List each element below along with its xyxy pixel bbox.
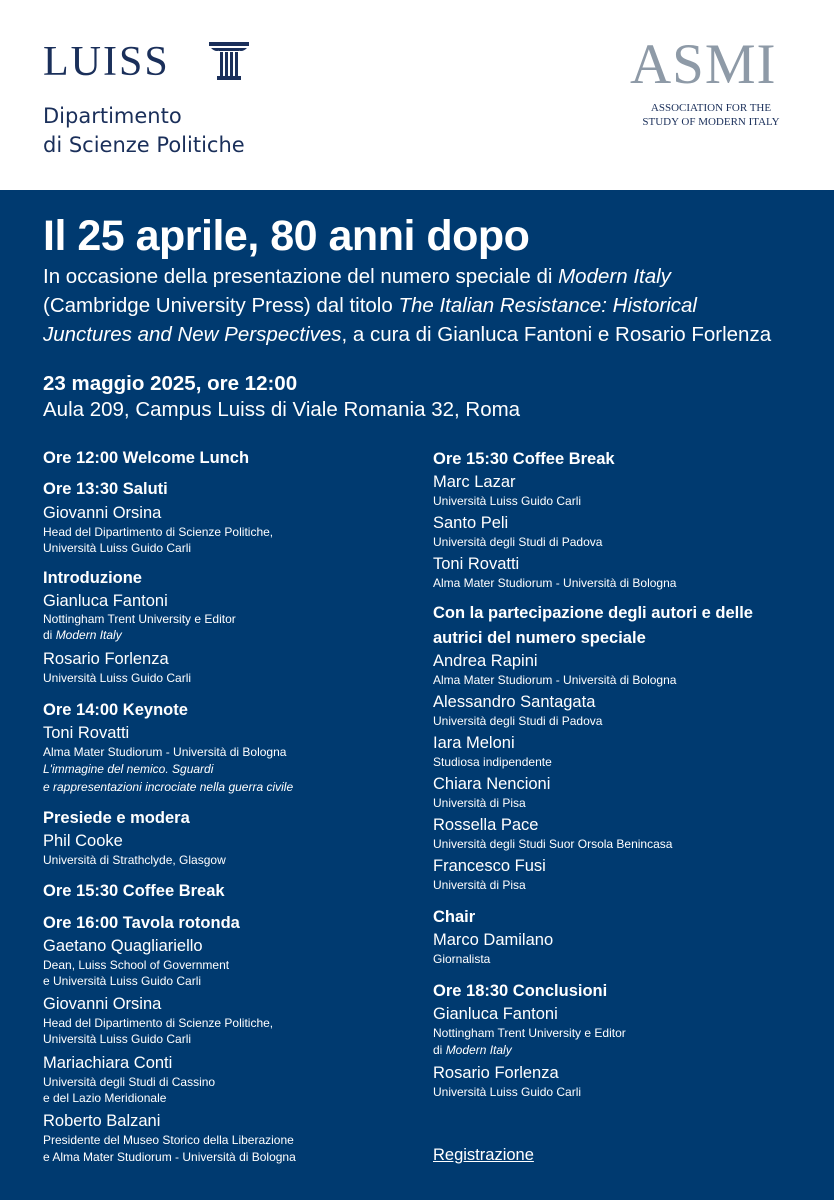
speaker-affiliation: Università degli Studi di Padova bbox=[433, 535, 603, 549]
journal-name: Modern Italy bbox=[55, 628, 122, 642]
program-heading: Ore 18:30 Conclusioni bbox=[433, 982, 608, 1000]
event-venue: Aula 209, Campus Luiss di Viale Romania 32, Roma bbox=[43, 398, 521, 421]
speaker-name: Gianluca Fantoni bbox=[43, 592, 168, 610]
registration-link[interactable]: Registrazione bbox=[433, 1146, 534, 1164]
speaker-name: Rosario Forlenza bbox=[433, 1064, 559, 1082]
speaker-name: Phil Cooke bbox=[43, 832, 123, 850]
speaker-affiliation: Studiosa indipendente bbox=[433, 755, 552, 769]
speaker-name: Marc Lazar bbox=[433, 473, 516, 491]
speaker-affiliation: Università di Pisa bbox=[433, 878, 526, 892]
speaker-affiliation: Alma Mater Studiorum - Università di Bologna bbox=[433, 576, 677, 590]
program-heading: Ore 13:30 Saluti bbox=[43, 480, 168, 498]
speaker-affiliation: Nottingham Trent University e Editor bbox=[433, 1026, 626, 1040]
luiss-logo: LUISS bbox=[43, 39, 170, 85]
speaker-affiliation: Università Luiss Guido Carli bbox=[43, 671, 192, 685]
speaker-name: Francesco Fusi bbox=[433, 857, 546, 875]
speaker-affiliation: Università degli Studi di Padova bbox=[433, 714, 603, 728]
keynote-title: e rappresentazioni incrociate nella guerra civile bbox=[43, 780, 294, 794]
speaker-affiliation: Università Luiss Guido Carli bbox=[433, 494, 582, 508]
luiss-column-icon bbox=[209, 42, 249, 80]
speaker-name: Iara Meloni bbox=[433, 734, 515, 752]
asmi-subtitle-2: STUDY OF MODERN ITALY bbox=[642, 116, 780, 128]
subtitle-text: , a cura di Gianluca Fantoni e Rosario Forlenza bbox=[341, 323, 772, 346]
program-heading: Presiede e modera bbox=[43, 809, 190, 827]
speaker-affiliation: e Università Luiss Guido Carli bbox=[43, 974, 202, 988]
program-heading: Chair bbox=[433, 908, 476, 926]
speaker-name: Rossella Pace bbox=[433, 816, 539, 834]
speaker-name: Santo Peli bbox=[433, 514, 509, 532]
department-line-2: di Scienze Politiche bbox=[43, 133, 245, 157]
speaker-affiliation: Alma Mater Studiorum - Università di Bologna bbox=[433, 673, 677, 687]
event-date: 23 maggio 2025, ore 12:00 bbox=[43, 372, 298, 395]
event-title: Il 25 aprile, 80 anni dopo bbox=[43, 212, 530, 260]
event-subtitle-line-2 bbox=[43, 294, 697, 318]
speaker-affiliation: Presidente del Museo Storico della Liberazione bbox=[43, 1133, 294, 1147]
speaker-affiliation: Università Luiss Guido Carli bbox=[43, 1032, 192, 1046]
event-subtitle-line-1 bbox=[43, 265, 671, 289]
speaker-name: Alessandro Santagata bbox=[433, 693, 596, 711]
speaker-name: Marco Damilano bbox=[433, 931, 554, 949]
journal-name: Modern Italy bbox=[558, 265, 671, 288]
speaker-affiliation: Università di Pisa bbox=[433, 796, 526, 810]
program-heading: Ore 14:00 Keynote bbox=[43, 701, 188, 719]
program-heading: Con la partecipazione degli autori e delle bbox=[433, 604, 753, 622]
speaker-affiliation: e Alma Mater Studiorum - Università di Bologna bbox=[43, 1150, 296, 1164]
speaker-affiliation: Università Luiss Guido Carli bbox=[433, 1085, 582, 1099]
header bbox=[0, 0, 834, 190]
speaker-name: Toni Rovatti bbox=[433, 555, 520, 573]
affiliation-text: di bbox=[433, 1043, 446, 1057]
speaker-affiliation: Università degli Studi Suor Orsola Benincasa bbox=[433, 837, 673, 851]
speaker-name: Toni Rovatti bbox=[43, 724, 130, 742]
speaker-affiliation: Nottingham Trent University e Editor bbox=[43, 612, 236, 626]
event-subtitle-line-3 bbox=[43, 323, 771, 347]
program-heading: Ore 15:30 Coffee Break bbox=[43, 882, 225, 900]
speaker-affiliation: Università di Strathclyde, Glasgow bbox=[43, 853, 226, 867]
speaker-affiliation: Giornalista bbox=[433, 952, 491, 966]
subtitle-text: In occasione della presentazione del numero speciale di bbox=[43, 265, 559, 288]
speaker-affiliation: Head del Dipartimento di Scienze Politiche, bbox=[43, 525, 274, 539]
speaker-name: Andrea Rapini bbox=[433, 652, 538, 670]
speaker-affiliation: e del Lazio Meridionale bbox=[43, 1091, 167, 1105]
asmi-subtitle-1: ASSOCIATION FOR THE bbox=[650, 102, 772, 114]
speaker-name: Rosario Forlenza bbox=[43, 650, 169, 668]
subtitle-text: (Cambridge University Press) dal titolo bbox=[43, 294, 399, 317]
speaker-affiliation: Head del Dipartimento di Scienze Politiche, bbox=[43, 1016, 274, 1030]
speaker-affiliation bbox=[433, 1043, 512, 1057]
speaker-name: Giovanni Orsina bbox=[43, 995, 162, 1013]
speaker-affiliation: Università degli Studi di Cassino bbox=[43, 1075, 216, 1089]
speaker-affiliation: Dean, Luiss School of Government bbox=[43, 958, 230, 972]
department-line-1: Dipartimento bbox=[43, 104, 182, 128]
speaker-name: Gianluca Fantoni bbox=[433, 1005, 558, 1023]
speaker-name: Giovanni Orsina bbox=[43, 504, 162, 522]
journal-name: Modern Italy bbox=[445, 1043, 512, 1057]
speaker-name: Gaetano Quagliariello bbox=[43, 937, 203, 955]
program-heading: Ore 12:00 Welcome Lunch bbox=[43, 449, 250, 467]
keynote-title: L'immagine del nemico. Sguardi bbox=[43, 762, 214, 776]
speaker-affiliation: Università Luiss Guido Carli bbox=[43, 541, 192, 555]
issue-title: The Italian Resistance: Historical bbox=[398, 294, 697, 317]
speaker-name: Roberto Balzani bbox=[43, 1112, 161, 1130]
program-heading: Ore 16:00 Tavola rotonda bbox=[43, 914, 240, 932]
speaker-name: Chiara Nencioni bbox=[433, 775, 551, 793]
speaker-affiliation bbox=[43, 628, 122, 642]
speaker-affiliation: Alma Mater Studiorum - Università di Bologna bbox=[43, 745, 287, 759]
program-heading: Introduzione bbox=[43, 569, 142, 587]
event-panel bbox=[0, 190, 834, 1200]
affiliation-text: di bbox=[43, 628, 56, 642]
program-heading: Ore 15:30 Coffee Break bbox=[433, 450, 615, 468]
speaker-name: Mariachiara Conti bbox=[43, 1054, 173, 1072]
program-heading: autrici del numero speciale bbox=[433, 629, 646, 647]
issue-title: Junctures and New Perspectives bbox=[43, 323, 342, 346]
asmi-logo: ASMI bbox=[630, 33, 777, 96]
